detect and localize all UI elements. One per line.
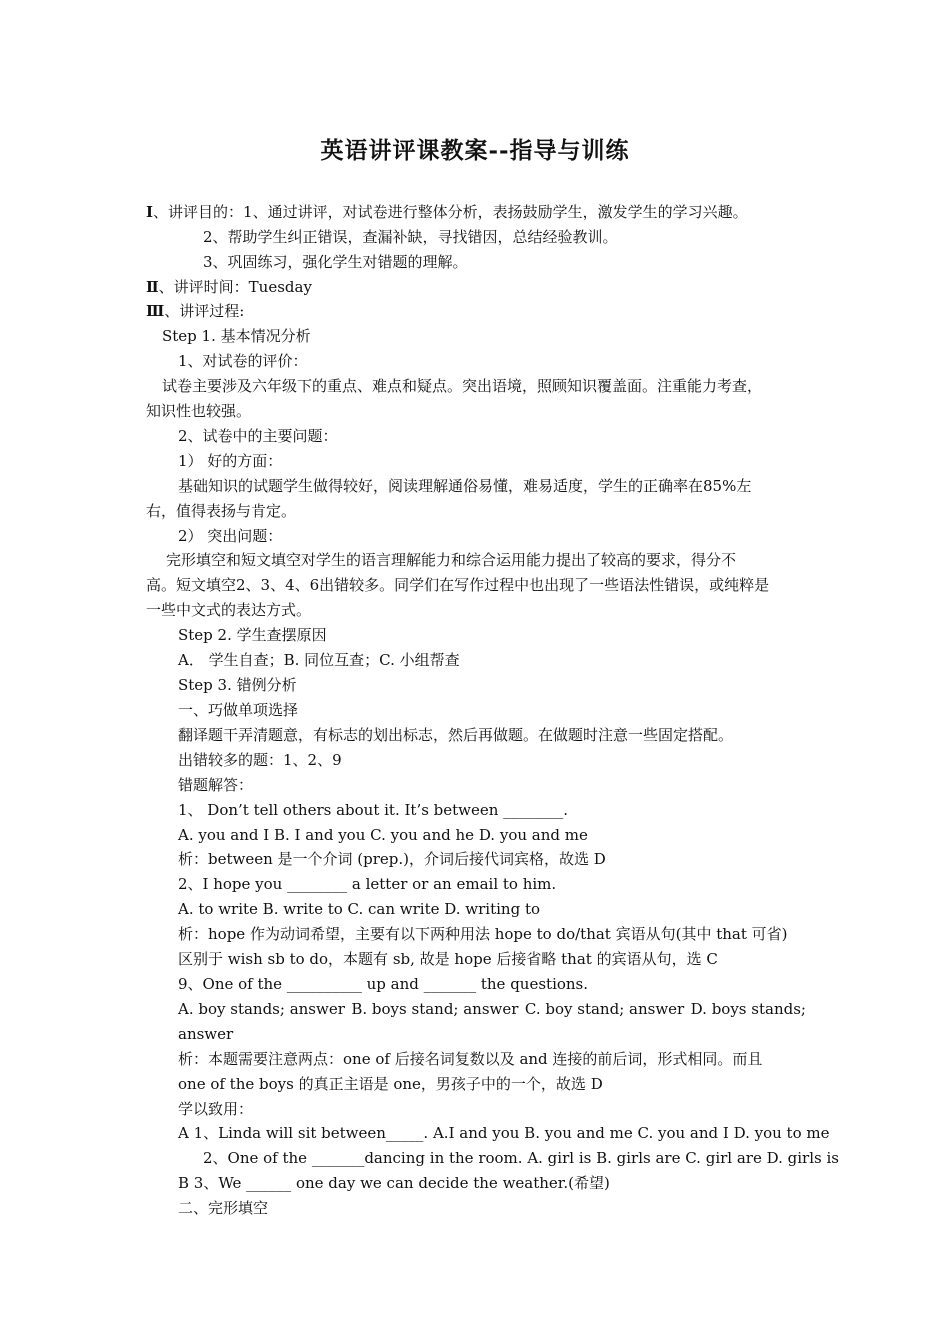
text-line — [178, 875, 556, 893]
text-line — [178, 1199, 268, 1217]
text-line — [203, 1149, 839, 1167]
line-text: 、讲评目的：1、通过讲评，对试卷进行整体分析，表扬鼓励学生，激发学生的学习兴趣。 — [153, 203, 748, 221]
text-line — [166, 551, 736, 569]
text-line — [203, 253, 468, 271]
text-line — [178, 950, 718, 968]
text-line — [178, 1124, 829, 1142]
line-text: answer — [178, 1025, 234, 1043]
line-text: B 3、We ______ one day we can decide the weather.(希望) — [178, 1174, 610, 1192]
text-line — [178, 776, 253, 794]
line-text: 析：本题需要注意两点：one of 后接名词复数以及 and 连接的前后词，形式相同。而且 — [178, 1050, 763, 1068]
text-line — [178, 1025, 233, 1043]
line-text: 错题解答： — [178, 776, 254, 794]
line-text: A． 学生自查；B. 同位互查；C. 小组帮查 — [178, 651, 460, 669]
line-text: 析：hope 作为动词希望，主要有以下两种用法 hope to do/that 宾语从句(其中 that 可省) — [178, 925, 788, 943]
line-text: 2、I hope you ________ a letter or an email to him. — [178, 875, 557, 893]
page-title: 英语讲评课教案--指导与训练 — [320, 137, 630, 164]
text-line — [146, 402, 251, 420]
line-text: A. you and I B. I and you C. you and he D. you and me — [178, 826, 588, 844]
line-text: 二、完形填空 — [178, 1199, 269, 1217]
text-line — [178, 850, 606, 868]
text-line — [146, 502, 296, 520]
text-line — [178, 477, 751, 495]
text-line — [178, 626, 327, 644]
line-text: 出错较多的题：1、2、9 — [178, 751, 342, 769]
text-line — [178, 975, 588, 993]
text-line — [178, 826, 588, 844]
line-text: A. to write B. write to C. can write D. writing to — [178, 900, 541, 918]
line-text: 2） 突出问题： — [178, 527, 283, 545]
text-line — [178, 900, 540, 918]
text-line — [178, 726, 733, 744]
line-text: 1） 好的方面： — [178, 452, 283, 470]
text-line — [178, 701, 298, 719]
text-line — [146, 278, 312, 296]
line-text: 1、对试卷的评价： — [178, 352, 308, 370]
line-text: 1、 Don’t tell others about it. It’s between ________. — [178, 801, 568, 819]
line-text: 2、One of the _______dancing in the room. A. girl is B. girls are C. girl are D. girls is — [203, 1149, 839, 1167]
text-line — [178, 1050, 762, 1068]
line-text: 试卷主要涉及六年级下的重点、难点和疑点。突出语境，照顾知识覆盖面。注重能力考查， — [162, 377, 763, 395]
text-line — [178, 676, 297, 694]
line-text: 2、试卷中的主要问题： — [178, 427, 338, 445]
line-text: 、讲评过程: — [164, 302, 245, 320]
text-line — [162, 377, 762, 395]
text-line — [146, 576, 769, 594]
text-line — [178, 1100, 253, 1118]
line-text: 完形填空和短文填空对学生的语言理解能力和综合运用能力提出了较高的要求，得分不 — [166, 551, 737, 569]
text-line — [146, 601, 311, 619]
answer-option: A. boy stands; answer — [178, 1000, 345, 1018]
text-line — [178, 452, 282, 470]
text-line — [178, 352, 308, 370]
answer-option: D. boys stands; — [690, 1000, 806, 1018]
line-text: 2、帮助学生纠正错误，查漏补缺，寻找错因，总结经验教训。 — [203, 228, 618, 246]
text-line — [146, 203, 748, 221]
answer-option: B. boys stand; answer — [351, 1000, 519, 1018]
line-text: 、讲评时间：Tuesday — [158, 278, 312, 296]
text-line — [178, 1075, 603, 1093]
line-text: 一、巧做单项选择 — [178, 701, 299, 719]
text-line — [178, 751, 342, 769]
text-line — [178, 1174, 610, 1192]
line-text: Step 3. 错例分析 — [178, 676, 297, 694]
text-line — [178, 1000, 806, 1018]
line-text: 知识性也较强。 — [146, 402, 252, 420]
text-line — [203, 228, 618, 246]
text-line — [178, 427, 338, 445]
line-text: 一些中文式的表达方式。 — [146, 601, 312, 619]
line-text: 析：between 是一个介词 (prep.)，介词后接代词宾格，故选 D — [178, 850, 606, 868]
line-text: Step 2. 学生查摆原因 — [178, 626, 327, 644]
line-text: 区别于 wish sb to do，本题有 sb, 故是 hope 后接省略 that 的宾语从句，选 C — [178, 950, 718, 968]
roman-numeral: Ⅱ — [146, 278, 159, 296]
text-line — [178, 801, 568, 819]
line-text: 高。短文填空2、3、4、6出错较多。同学们在写作过程中也出现了一些语法性错误，或纯粹是 — [146, 576, 770, 594]
line-text: 翻译题干弄清题意，有标志的划出标志，然后再做题。在做题时注意一些固定搭配。 — [178, 726, 734, 744]
line-text: 9、One of the __________ up and _______ the questions. — [178, 975, 589, 993]
roman-numeral: Ⅰ — [146, 203, 154, 221]
roman-numeral: Ⅲ — [146, 302, 165, 320]
line-text: Step 1. 基本情况分析 — [162, 327, 311, 345]
line-text: one of the boys 的真正主语是 one，男孩子中的一个，故选 D — [178, 1075, 603, 1093]
text-line — [178, 527, 282, 545]
text-line — [178, 651, 460, 669]
line-text: 3、巩固练习，强化学生对错题的理解。 — [203, 253, 468, 271]
text-line — [162, 327, 311, 345]
line-text: 基础知识的试题学生做得较好，阅读理解通俗易懂，难易适度，学生的正确率在85%左 — [178, 477, 752, 495]
text-line — [146, 302, 244, 320]
text-line — [178, 925, 788, 943]
line-text: 学以致用： — [178, 1100, 254, 1118]
line-text: A 1、Linda will sit between_____. A.I and you B. you and me C. you and I D. you to me — [178, 1124, 830, 1142]
line-text: 右，值得表扬与肯定。 — [146, 502, 297, 520]
answer-option: C. boy stand; answer — [524, 1000, 685, 1018]
